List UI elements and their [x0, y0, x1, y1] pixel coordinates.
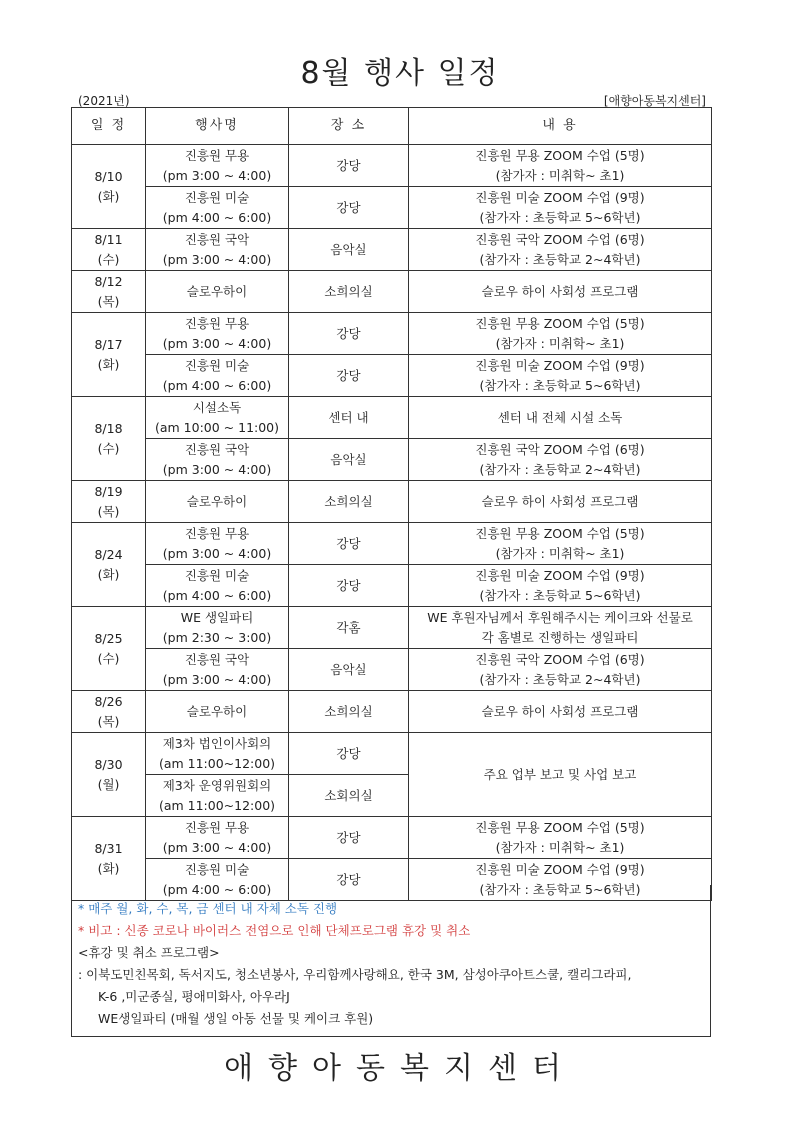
- table-row: [72, 145, 712, 187]
- event-cell: 슬로우하이: [146, 271, 289, 313]
- content-cell: 진흥원 무용 ZOOM 수업 (5명) (참가자 : 미취학~ 초1): [409, 145, 712, 187]
- event-cell: 제3차 운영위원회의 (am 11:00~12:00): [146, 775, 289, 817]
- content-cell: 센터 내 전체 시설 소독: [409, 397, 712, 439]
- date-cell: 8/30 (월): [72, 733, 146, 817]
- date-cell: 8/25 (수): [72, 607, 146, 691]
- event-cell: 진흥원 무용 (pm 3:00 ~ 4:00): [146, 313, 289, 355]
- content-cell: 진흥원 국악 ZOOM 수업 (6명) (참가자 : 초등학교 2~4학년): [409, 439, 712, 481]
- place-cell: 강당: [289, 817, 409, 859]
- event-cell: 진흥원 국악 (pm 3:00 ~ 4:00): [146, 439, 289, 481]
- cancelled-list-line: WE생일파티 (매월 생일 아동 선물 및 케이크 후원): [98, 1011, 374, 1026]
- date-cell: 8/17 (화): [72, 313, 146, 397]
- content-cell: 진흥원 무용 ZOOM 수업 (5명) (참가자 : 미취학~ 초1): [409, 313, 712, 355]
- content-cell: 슬로우 하이 사회성 프로그램: [409, 691, 712, 733]
- content-cell: WE 후원자님께서 후원해주시는 케이크와 선물로 각 홈별로 진행하는 생일파티: [409, 607, 712, 649]
- event-cell: 진흥원 미술 (pm 4:00 ~ 6:00): [146, 355, 289, 397]
- event-cell: 슬로우하이: [146, 481, 289, 523]
- date-cell: 8/19 (목): [72, 481, 146, 523]
- place-cell: 소희의실: [289, 481, 409, 523]
- header-content: 내 용: [409, 108, 712, 145]
- table-row: [72, 313, 712, 355]
- place-cell: 강당: [289, 355, 409, 397]
- content-cell: 진흥원 미술 ZOOM 수업 (9명) (참가자 : 초등학교 5~6학년): [409, 187, 712, 229]
- content-cell: 진흥원 무용 ZOOM 수업 (5명) (참가자 : 미취학~ 초1): [409, 523, 712, 565]
- place-cell: 센터 내: [289, 397, 409, 439]
- event-cell: 진흥원 무용 (pm 3:00 ~ 4:00): [146, 817, 289, 859]
- event-cell: 진흥원 미술 (pm 4:00 ~ 6:00): [146, 565, 289, 607]
- place-cell: 강당: [289, 565, 409, 607]
- table-row: [72, 187, 712, 229]
- place-cell: 음악실: [289, 439, 409, 481]
- event-cell: 진흥원 무용 (pm 3:00 ~ 4:00): [146, 145, 289, 187]
- table-row: [72, 439, 712, 481]
- content-cell: 슬로우 하이 사회성 프로그램: [409, 481, 712, 523]
- content-cell: 진흥원 미술 ZOOM 수업 (9명) (참가자 : 초등학교 5~6학년): [409, 355, 712, 397]
- header-event: 행사명: [146, 108, 289, 145]
- weekly-disinfection-note: * 매주 월, 화, 수, 목, 금 센터 내 자체 소독 진행: [78, 901, 338, 916]
- event-cell: 진흥원 미술 (pm 4:00 ~ 6:00): [146, 859, 289, 901]
- year-label: (2021년): [78, 94, 130, 108]
- place-cell: 강당: [289, 859, 409, 901]
- table-header-row: [72, 108, 712, 145]
- content-cell: 진흥원 미술 ZOOM 수업 (9명) (참가자 : 초등학교 5~6학년): [409, 565, 712, 607]
- notes-box: [71, 885, 711, 1037]
- remark-note: * 비고 : 신종 코로나 바이러스 전염으로 인해 단체프로그램 휴강 및 취소: [78, 923, 471, 938]
- content-cell: 슬로우 하이 사회성 프로그램: [409, 271, 712, 313]
- table-row: [72, 397, 712, 439]
- table-row: [72, 607, 712, 649]
- table-row: [72, 229, 712, 271]
- date-cell: 8/31 (화): [72, 817, 146, 901]
- schedule-table: [71, 107, 712, 901]
- date-cell: 8/18 (수): [72, 397, 146, 481]
- content-cell: 진흥원 국악 ZOOM 수업 (6명) (참가자 : 초등학교 2~4학년): [409, 649, 712, 691]
- place-cell: 강당: [289, 145, 409, 187]
- event-cell: WE 생일파티 (pm 2:30 ~ 3:00): [146, 607, 289, 649]
- event-cell: 진흥원 국악 (pm 3:00 ~ 4:00): [146, 229, 289, 271]
- place-cell: 소희의실: [289, 691, 409, 733]
- cancelled-list-title: <휴강 및 취소 프로그램>: [78, 945, 220, 960]
- org-label: [애향아동복지센터]: [603, 94, 706, 108]
- table-row: [72, 271, 712, 313]
- event-cell: 제3차 법인이사회의 (am 11:00~12:00): [146, 733, 289, 775]
- date-cell: 8/10 (화): [72, 145, 146, 229]
- date-cell: 8/11 (수): [72, 229, 146, 271]
- date-cell: 8/12 (목): [72, 271, 146, 313]
- cancelled-list-line: K-6 ,미군종실, 평애미화사, 아우라J: [98, 989, 290, 1004]
- event-cell: 시설소독 (am 10:00 ~ 11:00): [146, 397, 289, 439]
- content-cell: 진흥원 국악 ZOOM 수업 (6명) (참가자 : 초등학교 2~4학년): [409, 229, 712, 271]
- event-cell: 진흥원 무용 (pm 3:00 ~ 4:00): [146, 523, 289, 565]
- place-cell: 소회의실: [289, 775, 409, 817]
- place-cell: 강당: [289, 187, 409, 229]
- event-cell: 슬로우하이: [146, 691, 289, 733]
- place-cell: 각홈: [289, 607, 409, 649]
- place-cell: 강당: [289, 733, 409, 775]
- table-row: [72, 481, 712, 523]
- page-title: 8월 행사 일정: [300, 56, 500, 91]
- content-cell: 진흥원 무용 ZOOM 수업 (5명) (참가자 : 미취학~ 초1): [409, 817, 712, 859]
- header-place: 장 소: [289, 108, 409, 145]
- table-row: [72, 817, 712, 859]
- table-row: [72, 355, 712, 397]
- content-cell: 진흥원 미술 ZOOM 수업 (9명) (참가자 : 초등학교 5~6학년): [409, 859, 712, 901]
- date-cell: 8/24 (화): [72, 523, 146, 607]
- place-cell: 음악실: [289, 229, 409, 271]
- content-cell: 주요 업부 보고 및 사업 보고: [409, 733, 712, 817]
- place-cell: 음악실: [289, 649, 409, 691]
- event-cell: 진흥원 국악 (pm 3:00 ~ 4:00): [146, 649, 289, 691]
- table-row: [72, 523, 712, 565]
- table-row: [72, 691, 712, 733]
- table-row: [72, 565, 712, 607]
- footer-org-name: 애향아동복지센터: [224, 1051, 576, 1086]
- event-cell: 진흥원 미술 (pm 4:00 ~ 6:00): [146, 187, 289, 229]
- place-cell: 강당: [289, 523, 409, 565]
- date-cell: 8/26 (목): [72, 691, 146, 733]
- table-row: [72, 649, 712, 691]
- place-cell: 소희의실: [289, 271, 409, 313]
- cancelled-list-line: : 이북도민친목회, 독서지도, 청소년봉사, 우리함께사랑해요, 한국 3M, 삼성아쿠아트스쿨, 캘리그라피,: [78, 967, 632, 982]
- header-date: 일 정: [72, 108, 146, 145]
- place-cell: 강당: [289, 313, 409, 355]
- table-row: [72, 733, 712, 775]
